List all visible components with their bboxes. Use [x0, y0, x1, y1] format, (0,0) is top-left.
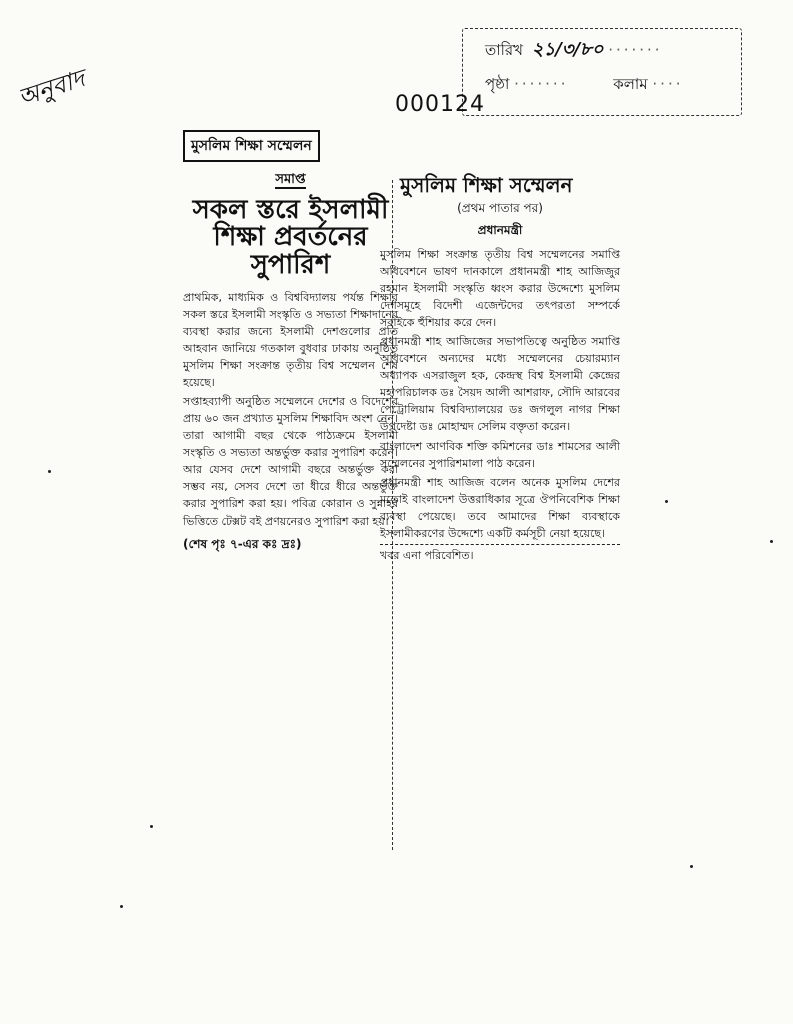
right-paragraph: প্রধানমন্ত্রী শাহ আজিজ বলেন অনেক মুসলিম দেশের মতোই বাংলাদেশ উত্তরাধিকার সূত্রে ঔপনিবেশিক শিক্ষা ব্যবস্থা পেয়েছে। তবে আমাদের শিক্ষা ব্যবস্থাকে ইসলামীকরণের উদ্দেশ্যে একটি কর্মসূচী নেয়া হয়েছে।	[380, 475, 620, 540]
date-value: ২১/৩/৮০	[531, 39, 604, 60]
date-label: তারিখ	[485, 41, 523, 59]
margin-note: অনুবাদ	[14, 64, 89, 112]
right-paragraph: প্রধানমন্ত্রী শাহ আজিজের সভাপতিত্বে অনুষ্ঠিত সমাপ্তি অধিবেশনে অন্যদের মধ্যে সম্মেলনের চেয়ারম্যান অধ্যাপক এসরাজুল হক, কেন্দ্রস্থ বিশ্ব ইসলামী কেন্দ্রের মহাপরিচালক ডঃ সৈয়দ আলী আশরাফ, সৌদি আরবের পেট্রোলিয়াম বিশ্ববিদ্যালয়ের ডঃ জগলুল নাগর শিক্ষা উপদেষ্টা ডঃ মোহাম্মদ সেলিম বক্তৃতা করেন।	[380, 335, 620, 434]
left-article	[183, 130, 398, 556]
left-header-box: মুসলিম শিক্ষা সম্মেলন	[183, 130, 320, 162]
scan-speck	[665, 500, 668, 503]
right-body	[380, 246, 620, 542]
right-headline: মুসলিম শিক্ষা সম্মেলন	[400, 173, 573, 197]
right-section-label: প্রধানমন্ত্রী	[477, 223, 523, 237]
archive-number: 000124	[395, 92, 485, 117]
date-stamp: তারিখ ২১/৩/৮০ ······· পৃষ্ঠা ······· কলাম ····	[462, 28, 742, 116]
left-paragraph: প্রাথমিক, মাধ্যমিক ও বিশ্ববিদ্যালয় পর্যন্ত শিক্ষার সকল স্তরে ইসলামী সংস্কৃতি ও সভ্যতা শিক্ষাদানের ব্যবস্থা করার জন্যে ইসলামী দেশগুলোর প্রতি আহবান জানিয়ে গতকাল বুধবার ঢাকায় অনুষ্ঠিত মুসলিম শিক্ষা সংক্রান্ত তৃতীয় বিশ্ব সম্মেলন শেষ হয়েছে।	[183, 290, 398, 390]
page-label: পৃষ্ঠা	[485, 75, 510, 93]
scan-speck	[690, 865, 693, 868]
left-headline: সকল স্তরে ইসলামী শিক্ষা প্রবর্তনের সুপারিশ	[192, 195, 389, 280]
news-credit: খবর এনা পরিবেশিত।	[380, 548, 474, 562]
right-article	[380, 175, 620, 566]
scan-speck	[48, 470, 51, 473]
scan-speck	[770, 540, 773, 543]
left-body	[183, 289, 398, 530]
scan-speck	[120, 905, 123, 908]
right-paragraph: মুসলিম শিক্ষা সংক্রান্ত তৃতীয় বিশ্ব সম্মেলনের সমাপ্তি অধিবেশনে ভাষণ দানকালে প্রধানমন্ত্রী শাহ আজিজুর রহমান ইসলামী সংস্কৃতি ধ্বংস করার উদ্দেশ্যে মুসলিম দেশসমূহে বিদেশী এজেন্টদের তৎপরতা সম্পর্কে সবাইকে হুঁশিয়ার করে দেন।	[380, 248, 620, 330]
right-paragraph: বাংলাদেশ আণবিক শক্তি কমিশনের ডাঃ শামসের আলী সম্মেলনের সুপারিশমালা পাঠ করেন।	[380, 439, 620, 470]
column-label: কলাম	[613, 75, 648, 93]
left-paragraph: সপ্তাহব্যাপী অনুষ্ঠিত সম্মেলনে দেশের ও বিদেশের প্রায় ৬০ জন প্রখ্যাত মুসলিম শিক্ষাবিদ অংশ নেন। তারা আগামী বছর থেকে পাঠ্যক্রমে ইসলামী সংস্কৃতি ও সভ্যতা অন্তর্ভুক্ত করার সুপারিশ করেন। আর যেসব দেশে আগামী বছরে অন্তর্ভুক্ত করা সম্ভব নয়, সেসব দেশে তা ধীরে ধীরে অন্তর্ভুক্ত করার সুপারিশ করা হয়। পবিত্র কোরান ও সুন্নাহর ভিত্তিতে টেক্সট বই প্রণয়নেরও সুপারিশ করা হয়।	[183, 395, 398, 528]
scan-speck	[150, 825, 153, 828]
right-subheader: (প্রথম পাতার পর)	[457, 201, 543, 215]
left-subheader: সমাপ্ত	[275, 172, 306, 187]
credit-rule	[380, 544, 620, 545]
continuation-note: (শেষ পৃঃ ৭-এর কঃ দ্রঃ)	[183, 536, 302, 551]
